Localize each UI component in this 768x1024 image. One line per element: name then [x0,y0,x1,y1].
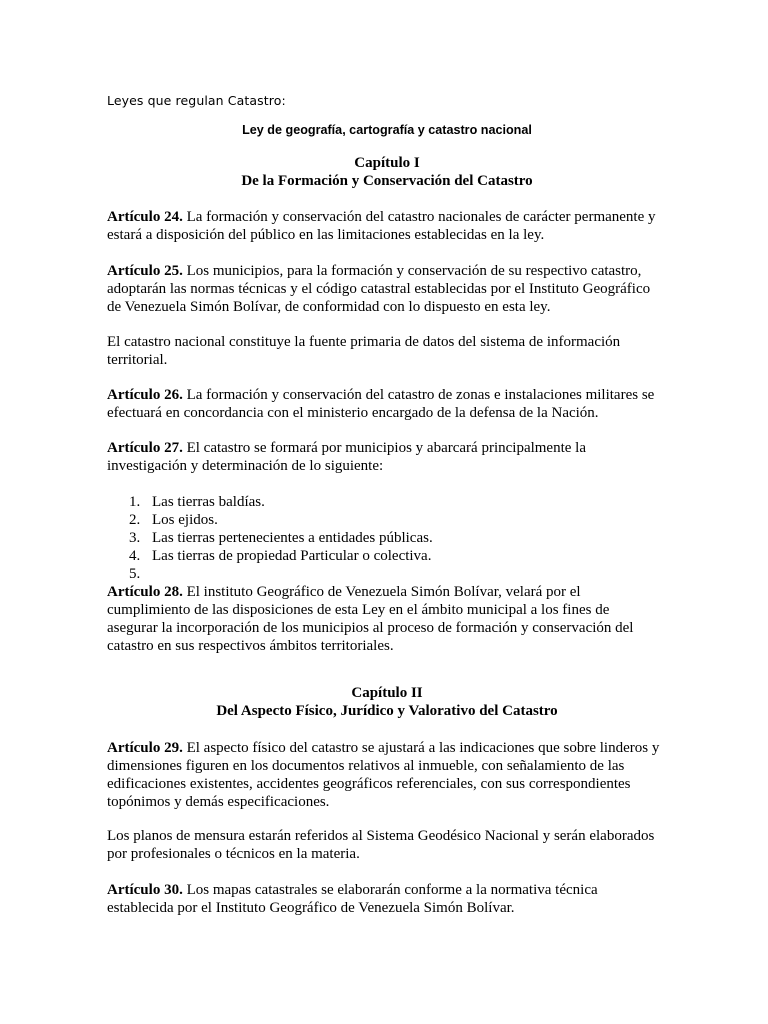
article-29-text-1: El aspecto físico del catastro se ajustará a las indicaciones que sobre linderos y [182,740,660,756]
article-29-text-4: topónimos y demás especificaciones. [107,794,330,810]
article-26-text-1: La formación y conservación del catastro de zonas e instalaciones militares se [182,387,655,403]
list-item: 4. Las tierras de propiedad Particular o colectiva. [129,548,432,564]
article-26-label: Artículo 26. [107,387,183,403]
chapter-1-title: De la Formación y Conservación del Catastro [241,173,533,189]
paragraph-planos-text-2: por profesionales o técnicos en la materia. [107,846,360,862]
paragraph-catastro-nacional [107,333,667,369]
list-item: 1. Las tierras baldías. [129,494,265,510]
chapter-1-number: Capítulo I [354,155,420,171]
article-25-text-3: de Venezuela Simón Bolívar, de conformidad con lo dispuesto en esta ley. [107,299,551,315]
article-24-text-2: estará a disposición del público en las limitaciones establecidas en la ley. [107,227,545,243]
paragraph-catastro-text-2: territorial. [107,352,168,368]
chapter-2-title: Del Aspecto Físico, Jurídico y Valorativo del Catastro [216,703,558,719]
article-28-text-4: catastro en sus respectivos ámbitos territoriales. [107,638,394,654]
article-27-label: Artículo 27. [107,440,183,456]
article-27-text-2: investigación y determinación de lo siguiente: [107,458,384,474]
chapter-2-number: Capítulo II [351,685,423,701]
article-28-label: Artículo 28. [107,584,183,600]
article-29-text-3: edificaciones existentes, accidentes geográficos referenciales, con sus correspondientes [107,776,631,792]
paragraph-catastro-text-1: El catastro nacional constituye la fuente primaria de datos del sistema de información [107,334,621,350]
list-item: 2. Los ejidos. [129,512,218,528]
article-30-label: Artículo 30. [107,882,183,898]
article-25-label: Artículo 25. [107,263,183,279]
article-28-text-3: asegurar la incorporación de los municipios al proceso de formación y conservación del [107,620,634,636]
article-27-list [129,493,433,583]
paragraph-planos-mensura [107,827,667,863]
article-28 [107,583,667,655]
article-25-text-2: adoptarán las normas técnicas y el código catastral establecidas por el Instituto Geográfico [107,281,651,297]
intro-heading: Leyes que regulan Catastro: [107,93,286,108]
article-27 [107,439,667,475]
chapter-2-heading [107,684,667,720]
article-24 [107,208,667,244]
article-25 [107,262,667,316]
article-29 [107,739,667,811]
article-26-text-2: efectuará en concordancia con el ministerio encargado de la defensa de la Nación. [107,405,599,421]
law-title: Ley de geografía, cartografía y catastro nacional [242,123,532,137]
article-29-label: Artículo 29. [107,740,183,756]
paragraph-planos-text-1: Los planos de mensura estarán referidos al Sistema Geodésico Nacional y serán elaborados [107,828,655,844]
article-24-label: Artículo 24. [107,209,183,225]
article-30-text-2: establecida por el Instituto Geográfico de Venezuela Simón Bolívar. [107,900,515,916]
article-29-text-2: dimensiones figuren en los documentos relativos al inmueble, con señalamiento de las [107,758,625,774]
article-30-text-1: Los mapas catastrales se elaborarán conforme a la normativa técnica [182,882,598,898]
article-24-text-1: La formación y conservación del catastro nacionales de carácter permanente y [182,209,656,225]
article-30 [107,881,667,917]
list-item: 3. Las tierras pertenecientes a entidades públicas. [129,530,433,546]
article-28-text-1: El instituto Geográfico de Venezuela Simón Bolívar, velará por el [182,584,581,600]
article-27-text-1: El catastro se formará por municipios y abarcará principalmente la [182,440,586,456]
article-26 [107,386,667,422]
article-25-text-1: Los municipios, para la formación y conservación de su respectivo catastro, [182,263,642,279]
list-item: 5. [129,566,141,582]
article-28-text-2: cumplimiento de las disposiciones de esta Ley en el ámbito municipal a los fines de [107,602,610,618]
chapter-1-heading [107,154,667,190]
